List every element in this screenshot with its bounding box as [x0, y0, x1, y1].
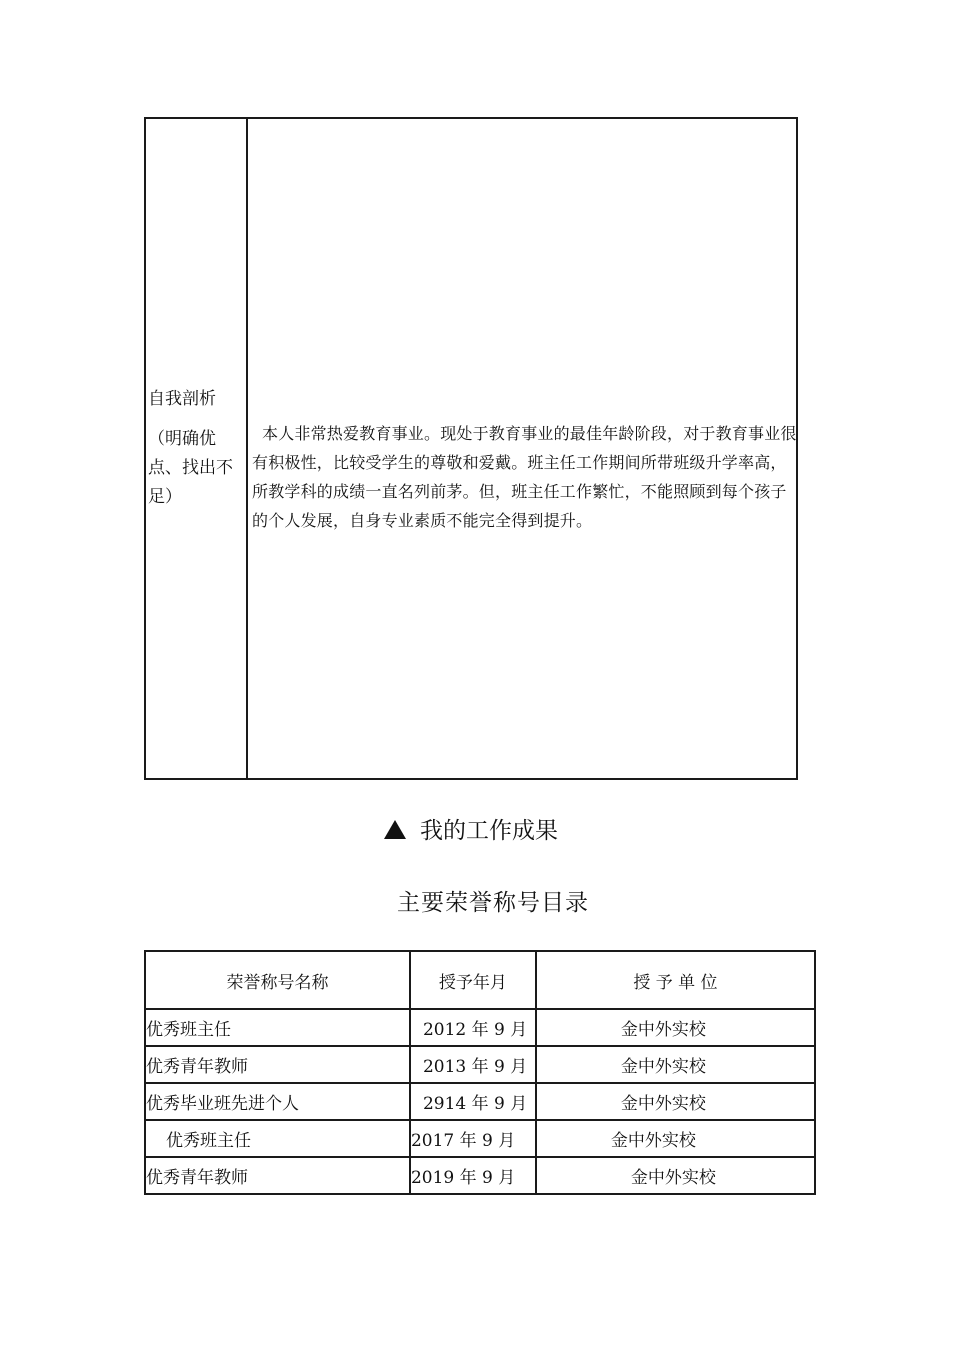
- table-row: [145, 1120, 815, 1157]
- honors-header-row: [145, 951, 815, 1009]
- table-row: [145, 1157, 815, 1194]
- honor-name: 优秀班主任: [145, 1120, 410, 1157]
- header-unit: 授 予 单 位: [536, 951, 815, 1009]
- honor-date: 2013 年 9 月: [410, 1046, 536, 1083]
- self-analysis-label-cell: [146, 119, 248, 778]
- honor-unit: 金中外实校: [536, 1157, 815, 1194]
- triangle-icon: [384, 820, 406, 839]
- header-date: 授予年月: [410, 951, 536, 1009]
- honor-date: 2914 年 9 月: [410, 1083, 536, 1120]
- honor-name: 优秀青年教师: [145, 1046, 410, 1083]
- honor-unit: 金中外实校: [536, 1046, 815, 1083]
- honor-unit: 金中外实校: [536, 1083, 815, 1120]
- self-analysis-label: 自我剖析: [148, 389, 216, 409]
- honors-table: [144, 950, 816, 1195]
- self-analysis-table: [144, 117, 798, 780]
- table-row: [145, 1009, 815, 1046]
- honor-name: 优秀青年教师: [145, 1157, 410, 1194]
- honor-unit: 金中外实校: [536, 1120, 815, 1157]
- table-row: [145, 1046, 815, 1083]
- self-analysis-sub-label: （明确优点、找出不足）: [148, 429, 233, 507]
- honor-date: 2012 年 9 月: [410, 1009, 536, 1046]
- table-row: [145, 1083, 815, 1120]
- honor-name: 优秀毕业班先进个人: [145, 1083, 410, 1120]
- honor-unit: 金中外实校: [536, 1009, 815, 1046]
- self-analysis-label-block: [148, 387, 248, 512]
- honor-date: 2017 年 9 月: [410, 1120, 536, 1157]
- header-name: 荣誉称号名称: [145, 951, 410, 1009]
- honor-name: 优秀班主任: [145, 1009, 410, 1046]
- honors-title: 主要荣誉称号目录: [397, 890, 589, 916]
- section-heading: [384, 812, 558, 845]
- honor-date: 2019 年 9 月: [410, 1157, 536, 1194]
- self-analysis-content: 本人非常热爱教育事业。现处于教育事业的最佳年龄阶段，对于教育事业很有积极性，比较受学生的尊敬和爱戴。班主任工作期间所带班级升学率高，所教学科的成绩一直名列前茅。但，班主任工作繁忙，不能照顾到每个孩子的个人发展，自身专业素质不能完全得到提升。: [252, 424, 797, 530]
- section-title: 我的工作成果: [420, 818, 558, 844]
